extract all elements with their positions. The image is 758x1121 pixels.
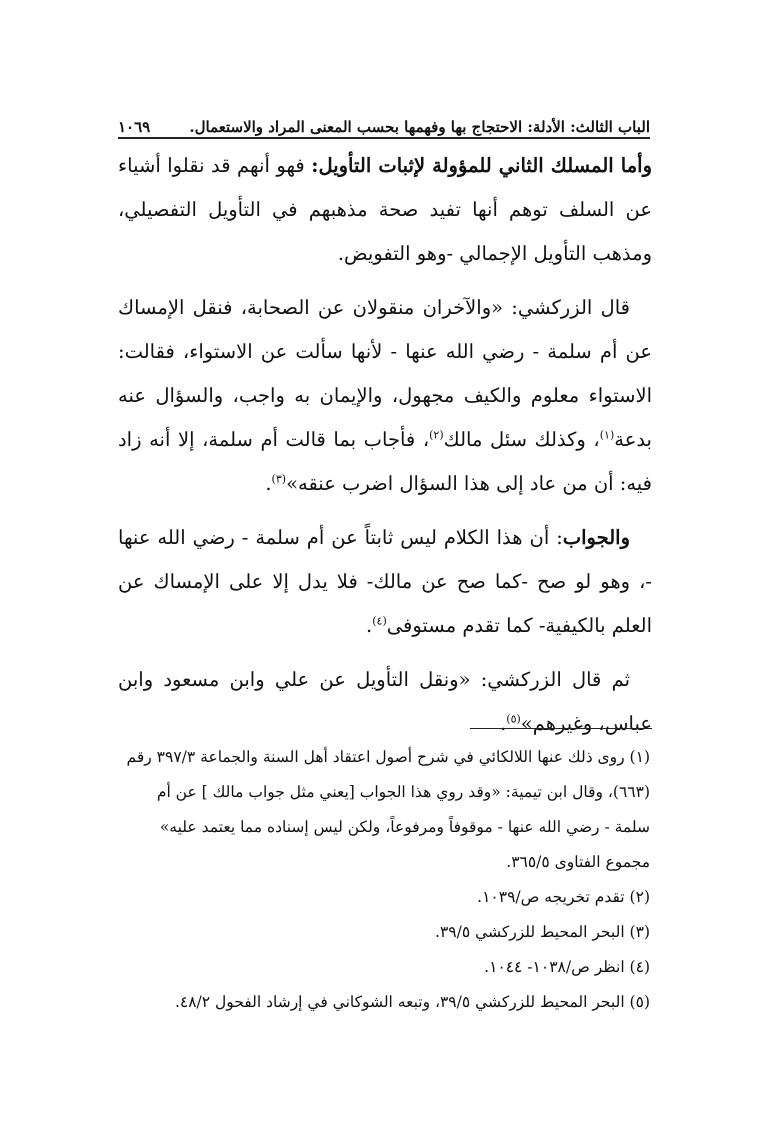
paragraph-2-text: قال الزركشي: «والآخران منقولان عن الصحابة، فنقل الإمساك عن أم سلمة - رضي الله عنها - لأنها سألت عن الاستواء، فقالت: الاستواء معلوم والكيف مجهول، والإيمان به واجب، والسؤال عنه بدعة — [118, 296, 652, 451]
paragraph-4-text: ثم قال الزركشي: «ونقل التأويل عن علي وابن مسعود وابن عباس، وغيرهم» — [118, 668, 652, 735]
footnote-ref-2[interactable]: (٢) — [429, 428, 444, 442]
paragraph-3-text: : أن هذا الكلام ليس ثابتاً عن أم سلمة - رضي الله عنها -، وهو لو صح -كما صح عن مالك- فلا يدل إلا على الإمساك عن العلم بالكيفية- كما تقدم مستوفى — [118, 526, 652, 637]
footnote-5: (٥) البحر المحيط للزركشي ٣٩/٥، وتبعه الشوكاني في إرشاد الفحول ٤٨/٢. — [174, 993, 650, 1011]
paragraph-2 — [118, 286, 652, 506]
footnote-ref-5[interactable]: (٥) — [506, 712, 521, 726]
paragraph-1-text: فهو أنهم قد نقلوا أشياء عن السلف توهم أنها تفيد صحة مذهبهم في التأويل التفصيلي، ومذهب التأويل الإجمالي -وهو التفويض. — [118, 154, 652, 265]
footnote-ref-4[interactable]: (٤) — [372, 614, 387, 628]
header-rule — [118, 137, 650, 139]
chapter-title: الباب الثالث: الأدلة: الاحتجاج بها وفهمها بحسب المعنى المراد والاستعمال. — [189, 118, 650, 136]
paragraph-2-text-c: ، فأجاب بما قالت أم سلمة، إلا أنه زاد فيه: أن من عاد إلى هذا السؤال اضرب عنقه» — [118, 428, 652, 495]
paragraph-2-text-b: ، وكذلك سئل مالك — [443, 428, 600, 451]
footnote-2: (٢) تقدم تخريجه ص/١٠٣٩. — [477, 888, 650, 906]
footnote-ref-3[interactable]: (٣) — [271, 472, 287, 486]
footnote-1: (١) روى ذلك عنها اللالكائي في شرح أصول اعتقاد أهل السنة والجماعة ٣٩٧/٣ رقم (٦٦٣)، وقال ابن تيمية: «وقد روي هذا الجواب [يعني مثل جواب مالك ] عن أم سلمة - رضي الله عنها - موقوفاً ومرفوعاً، ولكن ليس إسناده مما يعتمد عليه» مجموع الفتاوى ٣٦٥/٥. — [126, 748, 650, 871]
footnotes — [118, 740, 650, 1020]
footnote-4: (٤) انظر ص/١٠٣٨- ١٠٤٤. — [484, 958, 650, 976]
footnote-ref-1[interactable]: (١) — [599, 428, 615, 442]
paragraph-4 — [118, 658, 652, 746]
page-number: ١٠٦٩ — [118, 118, 151, 136]
running-header — [118, 110, 650, 136]
paragraph-2-end: . — [265, 472, 272, 495]
paragraph-1 — [118, 144, 652, 276]
footnote-separator — [470, 728, 652, 729]
paragraph-3-heading: والجواب — [562, 526, 630, 549]
paragraph-3-end: . — [366, 614, 373, 637]
paragraph-1-heading: وأما المسلك الثاني للمؤولة لإثبات التأويل: — [311, 154, 652, 177]
footnote-3: (٣) البحر المحيط للزركشي ٣٩/٥. — [435, 923, 650, 941]
main-text — [118, 144, 652, 756]
paragraph-4-end: . — [500, 712, 507, 735]
paragraph-3 — [118, 516, 652, 648]
